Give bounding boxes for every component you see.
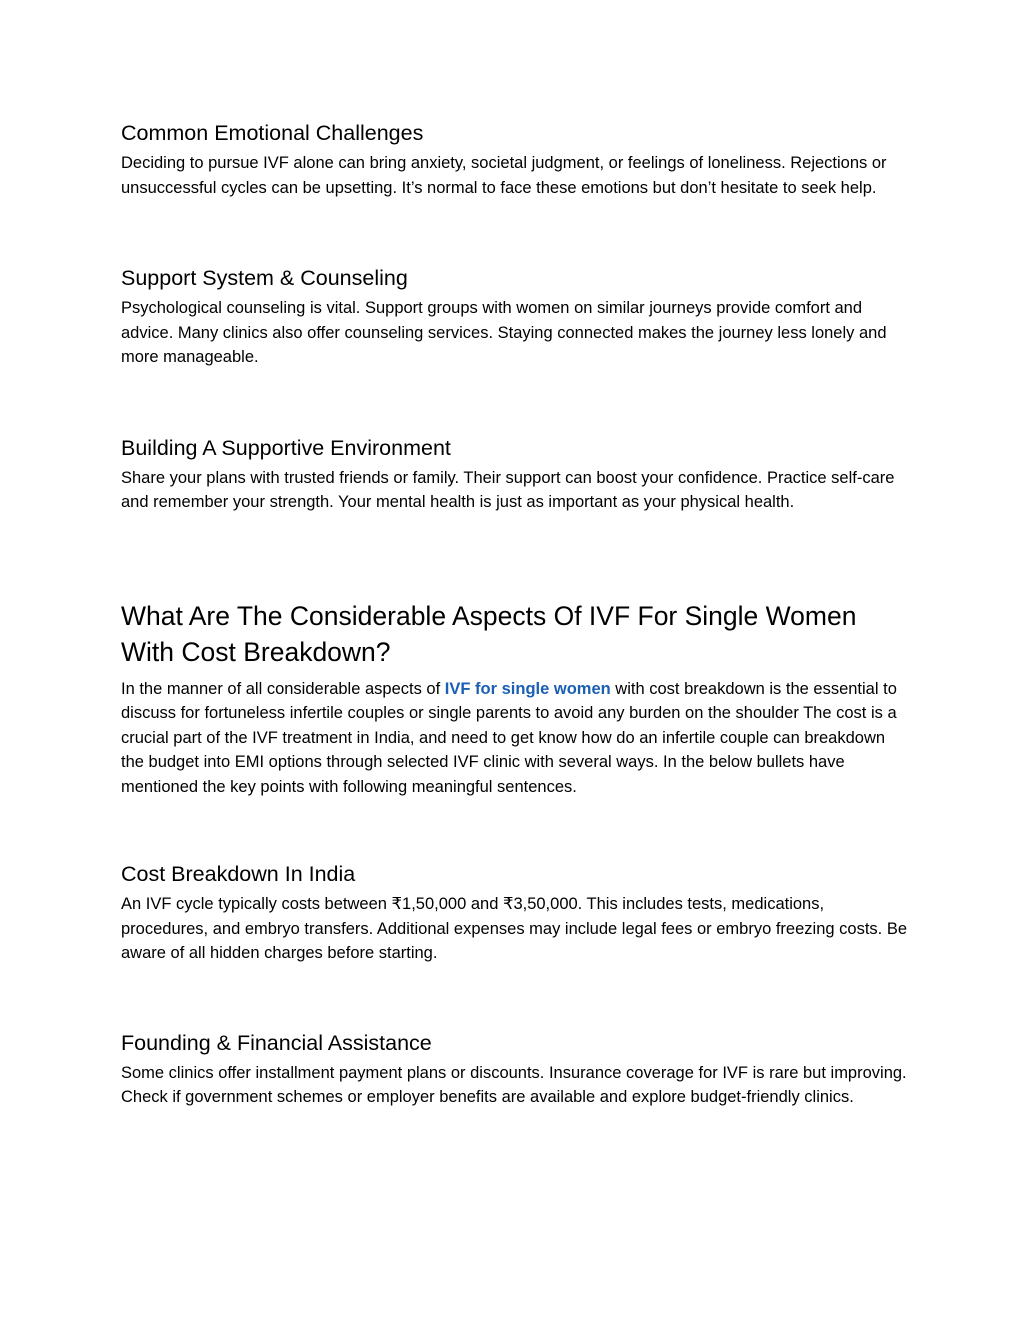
main-heading: What Are The Considerable Aspects Of IVF For Single Women With Cost Breakdown?: [121, 600, 857, 667]
main-body-intro: In the manner of all considerable aspects of: [121, 679, 445, 698]
ivf-single-women-link[interactable]: IVF for single women: [444, 679, 611, 698]
section-support-system: [121, 262, 911, 370]
section-heading: Building A Supportive Environment: [121, 435, 451, 460]
document-page: [121, 117, 911, 1110]
section-body: Deciding to pursue IVF alone can bring anxiety, societal judgment, or feelings of loneliness. Rejections or unsuccessful cycles can be upsetting. It’s normal to face these emotions but don’t hesitate to seek help.: [121, 154, 887, 197]
main-section-ivf-cost-aspects: [121, 598, 911, 800]
main-body: [121, 677, 911, 800]
section-common-emotional-challenges: [121, 117, 911, 200]
section-body: Psychological counseling is vital. Support groups with women on similar journeys provide comfort and advice. Many clinics also offer counseling services. Staying connected makes the journey less lonely and more manageable.: [121, 299, 887, 366]
section-heading: Common Emotional Challenges: [121, 121, 424, 145]
section-supportive-environment: [121, 432, 911, 515]
main-body-rest: with cost breakdown is the essential to discuss for fortuneless infertile couples or single parents to avoid any burden on the shoulder The cost is a crucial part of the IVF treatment in India, and need to get know how do an infertile couple can breakdown the budget into EMI options through selected IVF clinic with several ways. In the below bullets have mentioned the key points with following meaningful sentences.: [121, 679, 897, 796]
section-body: Share your plans with trusted friends or family. Their support can boost your confidence. Practice self-care and remember your strength. Your mental health is just as important as your physical health.: [121, 468, 895, 511]
section-body: An IVF cycle typically costs between ₹1,50,000 and ₹3,50,000. This includes tests, medications, procedures, and embryo transfers. Additional expenses may include legal fees or embryo freezing costs. Be aware of all hidden charges before starting.: [121, 895, 907, 962]
section-financial-assistance: [121, 1027, 911, 1110]
section-heading: Cost Breakdown In India: [121, 862, 356, 886]
section-heading: Support System & Counseling: [121, 266, 408, 290]
section-cost-breakdown-india: [121, 858, 911, 966]
section-body: Some clinics offer installment payment plans or discounts. Insurance coverage for IVF is rare but improving. Check if government schemes or employer benefits are available and explore budget-friendly clinics.: [121, 1063, 907, 1106]
section-heading: Founding & Financial Assistance: [121, 1030, 432, 1055]
